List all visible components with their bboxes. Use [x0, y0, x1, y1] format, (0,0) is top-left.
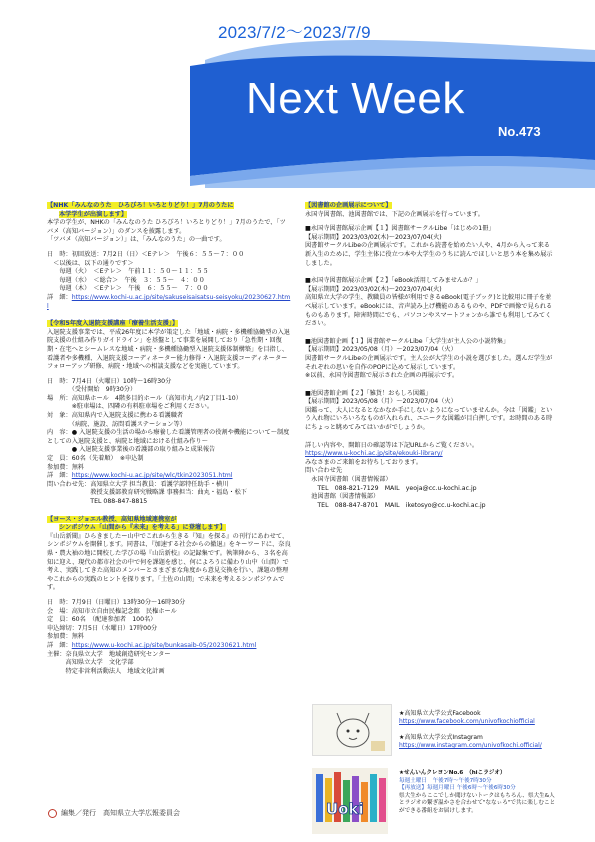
contact-line: 池図書館（図書情報部） [305, 493, 380, 501]
article-nhk [47, 202, 291, 311]
exhibit-name: ■永国寺図書館展示企画【２】「eBook活用してみませんか？」 [305, 277, 482, 285]
article-title: 【ヨース・ジョエル教授、高知県地域連携室が [47, 515, 177, 523]
publisher-label: 編集／発行 高知県立大学広報委員会 [61, 809, 180, 817]
organizer-line: 主催：奈良県立大学 地域創造研究センター [47, 650, 171, 658]
instagram-link[interactable]: https://www.instagram.com/univofkochi.official/ [399, 742, 542, 749]
info-row: 会 場：高知市立自由民権記念館 民権ホール [47, 607, 177, 615]
article-title-cont: シンポジウム「山間から『未来』を考える」に登壇します】 [59, 524, 226, 532]
schedule-line: 毎週（火） ＜Eテレ＞ 午前１１：５０～１１：５５ [47, 268, 209, 276]
detail-label: 詳 細： [47, 472, 72, 480]
exhibit-name: ■池図書館企画【１】図書館サークルLibe「大学生が主人公の小説特集」 [305, 337, 510, 345]
facebook-link[interactable]: https://www.facebook.com/univofkochiofficial [399, 718, 535, 725]
info-row: 対 象：高知県内で入退院支援に携わる看護職者 [47, 412, 184, 420]
contact-line: 問い合わせ先 [305, 467, 343, 475]
header-banner [0, 0, 595, 188]
info-row: （病院、施設、訪問看護ステーション等） [47, 420, 186, 428]
article-body: 本学の学生が、NHKの「みんなのうた ひろびろ！いろとりどり！」7月のうたで、「ツバメ（高知バージョン）」のダンスを披露します。 「ツバメ（高知バージョン）」は、「みんなのうた」の一曲です。 [47, 219, 286, 244]
instagram-label: ★高知県立大学公式Instagram [399, 734, 483, 741]
detail-link[interactable]: https://www.kochi-u.ac.jp/site/sakuseisaisatsu-seisyoku/20230627.html [47, 293, 291, 310]
info-row: 参加費：無料 [47, 633, 85, 641]
article-body: 『山岳新聞』ひらきましたー山中でこれから生きる『知』を探る』の刊行にあわせて、シンポジウムを開催します。同書は、『加速する社会からの撤退』をキーワードに、奈良県・農大袖の地に開校した学びの場『山岳新校』の記録集です。執筆陣から、３名を高知に迎え、現代の都市社会の中で何を課題を感じ、何によろうに備わり山中（山間）で考え、実践してきた高知のメンバーとさまざまな角度から意見交換を行い、課題の整理やこれからの実践のヒントを探ります。「土佐の山間」で未来を考えるシンポジウムです。 [47, 532, 291, 592]
footer-publisher [48, 808, 180, 818]
radio-title: ★せんいんクレヨンNo.6 （hiこラジオ） [399, 770, 506, 776]
article-discharge-support [47, 320, 291, 506]
organizer-line: 特定非営利活動法人 地域文化計画 [47, 667, 165, 675]
article-title-cont: 本学学生が出演します】 [59, 210, 128, 218]
exhibit-item [305, 277, 555, 329]
more-info-text: 詳しい内容や、開館日の確認等は下記URLからご覧ください。 [305, 441, 479, 449]
info-row: 内 容：● 入退院支援の生活の場から療養した看護管理者の役割や機能について～制度としての入退院支援と、病院と地域における仕組み作り～ [47, 429, 290, 445]
exhibit-item [305, 338, 555, 381]
mascot-illustration [312, 704, 392, 756]
left-column [47, 202, 291, 685]
detail-link[interactable]: https://www.kochi-u.ac.jp/site/wlc/tkin2023051.html [71, 472, 233, 480]
detail-link[interactable]: https://www.u-kochi.ac.jp/site/bunkasaib-05/20230621.html [71, 641, 257, 649]
info-row: 日 時：7月4日（火曜日）10時～16時30分 [47, 377, 172, 385]
exhibit-desc: 高知県立大学の学生、教職員の皆様が利用できるeBook(電子ブック)と比較用に冊子を並べ展示しています。eBookには、音声読み上げ機能のあるものや、PDFで画像で見られるものもあります。障害時間にでも、パソコンやスマートフォンから誰でも利用してみてください。 [305, 294, 553, 328]
article-symposium [47, 516, 291, 677]
exhibit-name: ■池図書館企画【２】「雑貨！おもしろ図鑑」 [305, 389, 432, 397]
exhibit-period: 【展示期間】2023/05/08（月）～2023/07/04（火） [305, 346, 457, 354]
contact-line: 教授支援部教育研究戦略課 事務担当：曲丸・福島・松下 [47, 489, 247, 497]
library-link[interactable]: https://www.u-kochi.ac.jp/site/ekouki-library/ [305, 450, 443, 458]
exhibit-name: ■永国寺図書館展示企画【１】図書館サークルLibe「はじめの1冊」 [305, 225, 495, 233]
radio-crayon-art [312, 768, 388, 834]
issue-number: No.473 [498, 124, 541, 139]
schedule-line: 毎週（水） ＜総合＞ 午後 ３：５５～ ４：００ [47, 276, 205, 284]
organizer-line: 高知県立大学 文化学部 [47, 659, 134, 667]
info-row: 申込締切：7月5日（水曜日）17時00分 [47, 624, 158, 632]
article-body: 入退院支援事業では、平成26年度に本学が策定した「地域・病院・多機種協働型の入退院支援の仕組み作りガイドライン」を基盤として事業を展開しており「急性期・回復期・在宅へとシームレスな地域・病院・多機種協働型入退院支援体制構築」を目指し、看護者や多機種、入退院支援コーディネーター能力修得・入退院支援コーディネーターフォローアップ研修、病院・地域への相談支援などを実施しています。 [47, 328, 290, 371]
info-row: ※駐車場は、四隣の有料駐車場をご利用ください。 [47, 403, 214, 411]
right-column [305, 202, 555, 510]
radio-description: 県大生からここでしか聞けないトークはもちろん、県大生&人とラジオの繋ぎ温かさを合わせて"ななぃろ"で共に楽しむことができる番組をお届けします。 [399, 792, 556, 814]
contact-line: 問い合わせ先：高知県立大学 担当教員：看護学部特任助手・横川 [47, 480, 229, 488]
facebook-info [399, 710, 542, 750]
info-row: 日 時：7月9日（日曜日）13時30分～16時30分 [47, 598, 186, 606]
info-row: 定 員：60名（先着順） ※申込制 [47, 455, 144, 463]
radio-info [399, 770, 559, 816]
schedule-line: ＜以後は、以下の通りです＞ [47, 259, 134, 267]
contact-line: 永国寺図書館（図書情報部） [305, 476, 392, 484]
info-row: 定 員：60名 （配達参加者 100名） [47, 616, 157, 624]
exhibit-desc: 図書館サークルLibeの企画展示です。これから読書を始めたい人や、4月から入って来る新入生のために、学生主体に役立つ本や大学生のうちに読んでほしいと思う本を集め展示しました。 [305, 242, 553, 267]
exhibit-item [305, 390, 555, 433]
schedule-line: 日 時：初回放送：7月2日（日）＜Eテレ＞ 午後６：５５～７：００ [47, 250, 245, 258]
exhibit-desc: 図書館サークルLibeの企画展示です。主人公が大学生の小説を選びました。選んだ学生がそれぞれの思いを自作のPOPに込めて展示しています。 ※以前、永国寺図書館で展示された企画の再展示です。 [305, 354, 553, 380]
info-row: （受付開始 9時30分） [47, 386, 137, 394]
exhibit-desc: 図鑑って、大人になるとなかなか手にしないようになっていませんか。今は「図鑑」という入れ物にいろいろなものが入れられ、ユニークな図鑑が目白押しです。お時間のある時にちょっと眺めてみてはいかがでしょうか。 [305, 406, 553, 432]
info-row: ● 入退院支援事業後の看護部の取り組みと成果報告 [47, 446, 216, 454]
exhibit-period: 【展示期間】2023/03/02(木)～2023/07/04(火) [305, 285, 442, 293]
newsletter-title: Next Week [246, 74, 465, 123]
radio-art-text: Uoki [326, 800, 364, 818]
radio-rebroadcast: 【再放送】毎週月曜日 午後6時～午後6時30分 [399, 785, 516, 792]
contact-line: TEL 088-847-8815 [47, 498, 148, 505]
closing-text: みなさまのご来館をお待ちしております。 [305, 458, 423, 466]
university-logo-icon [48, 809, 57, 818]
exhibit-period: 【展示期間】2023/05/08（月）～2023/07/04（火） [305, 398, 457, 406]
exhibit-period: 【展示期間】2023/03/02(木)～2023/07/04(火) [305, 233, 442, 241]
detail-label: 詳 細： [47, 641, 72, 649]
article-title: 【令和5年度入退院支援講座「療養生活支援」】 [47, 320, 179, 328]
facebook-label: ★高知県立大学公式Facebook [399, 710, 481, 717]
article-library-exhibits [305, 202, 555, 510]
detail-label: 詳 細： [47, 293, 72, 301]
info-row: 参加費：無料 [47, 463, 85, 471]
schedule-line: 毎週（木） ＜Eテレ＞ 午後 ６：５５～ ７：００ [47, 285, 209, 293]
radio-schedule: 毎週土曜日 午後7時～午後7時30分 [399, 777, 492, 784]
contact-line: TEL 088-847-8701 MAIL iketosyo@cc.u-kochi.ac.jp [305, 501, 486, 509]
exhibit-item [305, 225, 555, 268]
article-title: 【NHK「みんなのうた ひろびろ！いろとりどり！」7月のうたに [47, 202, 234, 209]
contact-line: TEL 088-821-7129 MAIL yeoja@cc.u-kochi.ac.jp [305, 484, 477, 492]
date-range: 2023/7/2～2023/7/9 [218, 23, 371, 42]
article-intro: 永国寺図書館、池図書館では、下記の企画展示を行っています。 [305, 210, 484, 218]
article-title: 【図書館の企画展示について】 [305, 202, 392, 209]
info-row: 場 所：高知県ホール 4階多目的ホール（高知市丸ノ内2丁目1-10） [47, 394, 242, 402]
